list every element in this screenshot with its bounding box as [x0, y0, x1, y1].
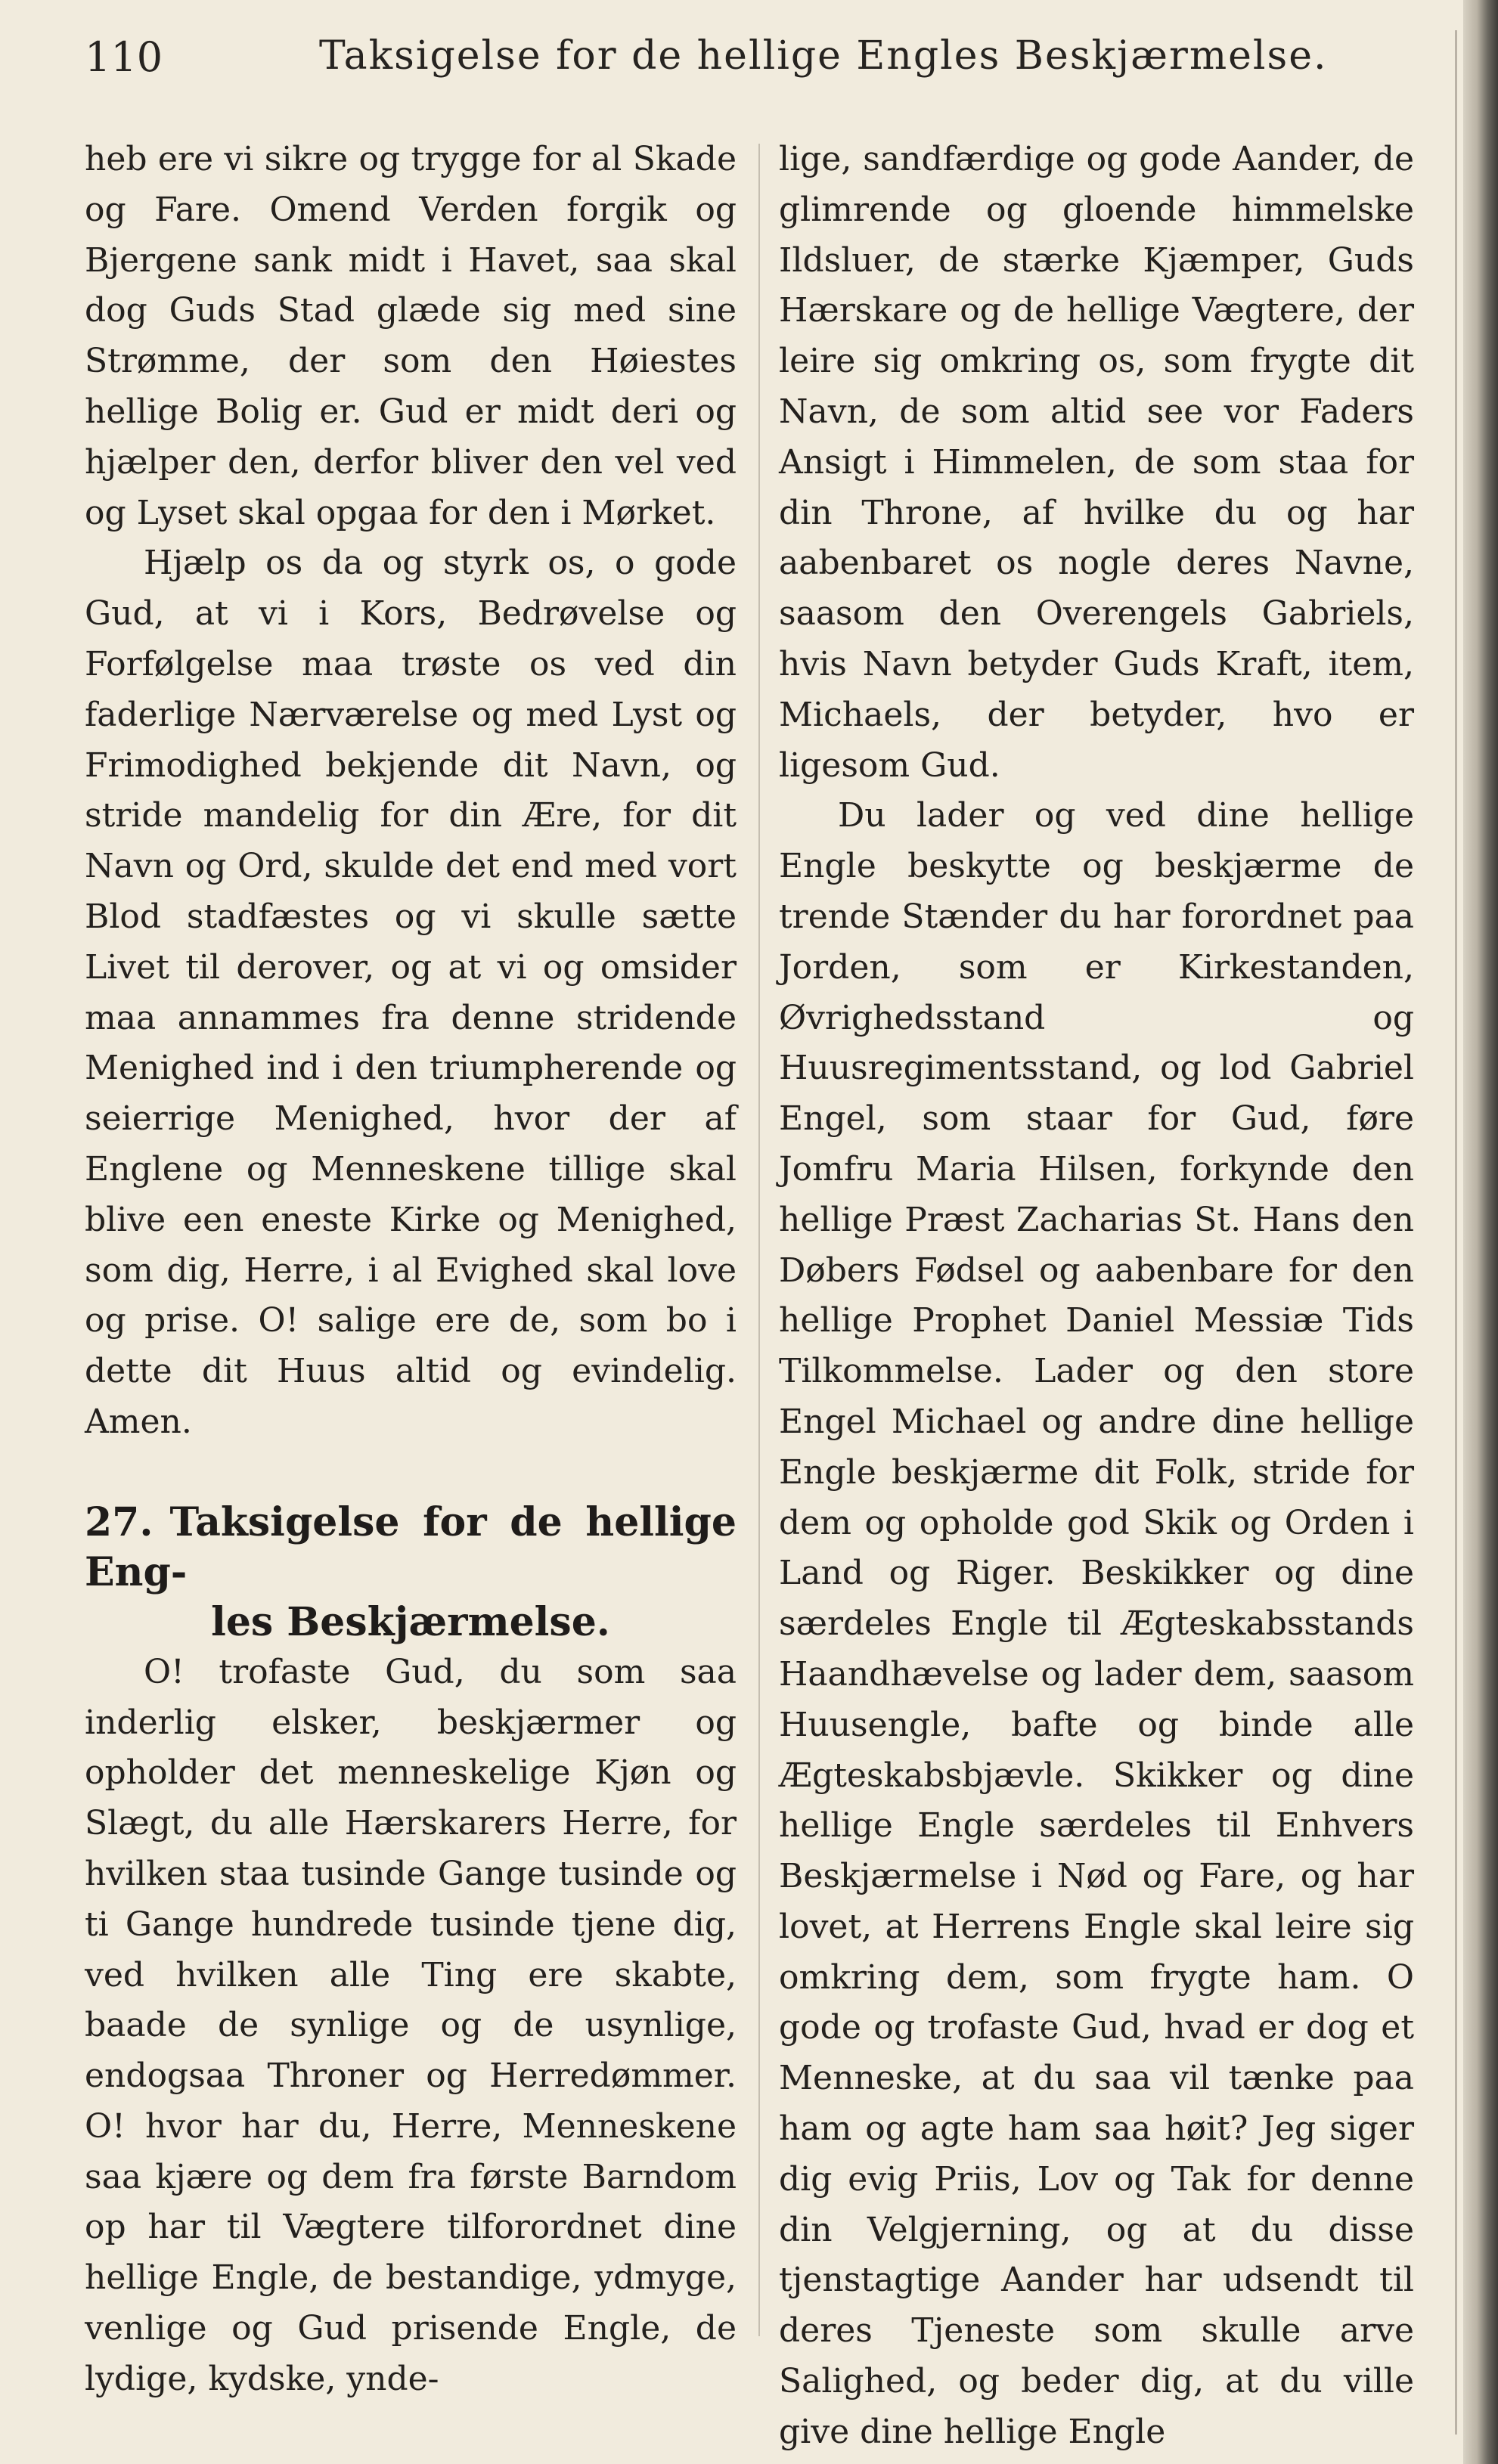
- right-column: [779, 135, 1414, 2458]
- section-title-line2: les Beskjærmelse.: [211, 1598, 610, 1645]
- left-column: [85, 135, 737, 2405]
- running-title: Taksigelse for de hellige Engles Beskjærmelse.: [319, 33, 1328, 79]
- binding-line: [1455, 30, 1457, 2435]
- paragraph-angels: lige, sandfærdige og gode Aander, de glimrende og gloende himmelske Ildsluer, de stærke Kjæmper, Guds Hærskare og de hellige Vægtere, der leire sig omkring os, som frygte dit Navn, de som altid see vor Faders Ansigt i Himmelen, de som staa for din Throne, af hvilke du og har aabenbaret os nogle deres Navne, saasom den Overengels Gabriels, hvis Navn betyder Guds Kraft, item, Michaels, der betyder, hvo er ligesom Gud.: [779, 140, 1414, 785]
- page-header: [85, 33, 1400, 94]
- section-title-line1: Taksigelse for de hellige Eng-: [85, 1499, 737, 1595]
- page-number: 110: [85, 33, 163, 81]
- section-number: 27.: [85, 1499, 154, 1545]
- section-heading: [85, 1498, 737, 1647]
- page-edge-shadow: [1463, 0, 1498, 2464]
- paragraph-continuation: heb ere vi sikre og trygge for al Skade og Fare. Omend Verden forgik og Bjergene sank midt i Havet, saa skal dog Guds Stad glæde sig med sine Strømme, der som den Høiestes hellige Bolig er. Gud er midt deri og hjælper den, derfor bliver den vel ved og Lyset skal opgaa for den i Mørket.: [85, 140, 737, 532]
- paragraph-prayer: Hjælp os da og styrk os, o gode Gud, at vi i Kors, Bedrøvelse og Forfølgelse maa trøste os ved din faderlige Nærværelse og med Lyst og Frimodighed bekjende dit Navn, og stride mandelig for din Ære, for dit Navn og Ord, skulde det end med vort Blod stadfæstes og vi skulle sætte Livet til derover, og at vi og omsider maa annammes fra denne stridende Menighed ind i den triumpherende og seierrige Menighed, hvor der af Englene og Menneskene tillige skal blive een eneste Kirke og Menighed, som dig, Herre, i al Evighed skal love og prise. O! salige ere de, som bo i dette dit Huus altid og evindelig. Amen.: [85, 544, 737, 1441]
- column-divider: [758, 144, 760, 2336]
- paragraph-estates: Du lader og ved dine hellige Engle beskytte og beskjærme de trende Stænder du har forordnet paa Jorden, som er Kirkestanden, Øvrighedsstand og Huusregimentsstand, og lod Gabriel Engel, som staar for Gud, føre Jomfru Maria Hilsen, forkynde den hellige Præst Zacharias St. Hans den Døbers Fødsel og aabenbare for den hellige Prophet Daniel Messiæ Tids Tilkommelse. Lader og den store Engel Michael og andre dine hellige Engle beskjærme dit Folk, stride for dem og opholde god Skik og Orden i Land og Riger. Beskikker og dine særdeles Engle til Ægteskabsstands Haandhævelse og lader dem, saasom Huusengle, bafte og binde alle Ægteskabsbjævle. Skikker og dine hellige Engle særdeles til Enhvers Beskjærmelse i Nød og Fare, og har lovet, at Herrens Engle skal leire sig omkring dem, som frygte ham. O gode og trofaste Gud, hvad er dog et Menneske, at du saa vil tænke paa ham og agte ham saa høit? Jeg siger dig evig Priis, Lov og Tak for denne din Velgjerning, og at du disse tjenstagtige Aander har udsendt til deres Tjeneste som skulle arve Salighed, og beder dig, at du ville give dine hellige Engle: [779, 796, 1414, 2451]
- paragraph-section-start: O! trofaste Gud, du som saa inderlig elsker, beskjærmer og opholder det menneskelige Kjøn og Slægt, du alle Hærskarers Herre, for hvilken staa tusinde Gange tusinde og ti Gange hundrede tusinde tjene dig, ved hvilken alle Ting ere skabte, baade de synlige og de usynlige, endogsaa Throner og Herredømmer. O! hvor har du, Herre, Menneskene saa kjære og dem fra første Barndom op har til Vægtere tilforordnet dine hellige Engle, de bestandige, ydmyge, venlige og Gud prisende Engle, de lydige, kydske, ynde-: [85, 1652, 737, 2398]
